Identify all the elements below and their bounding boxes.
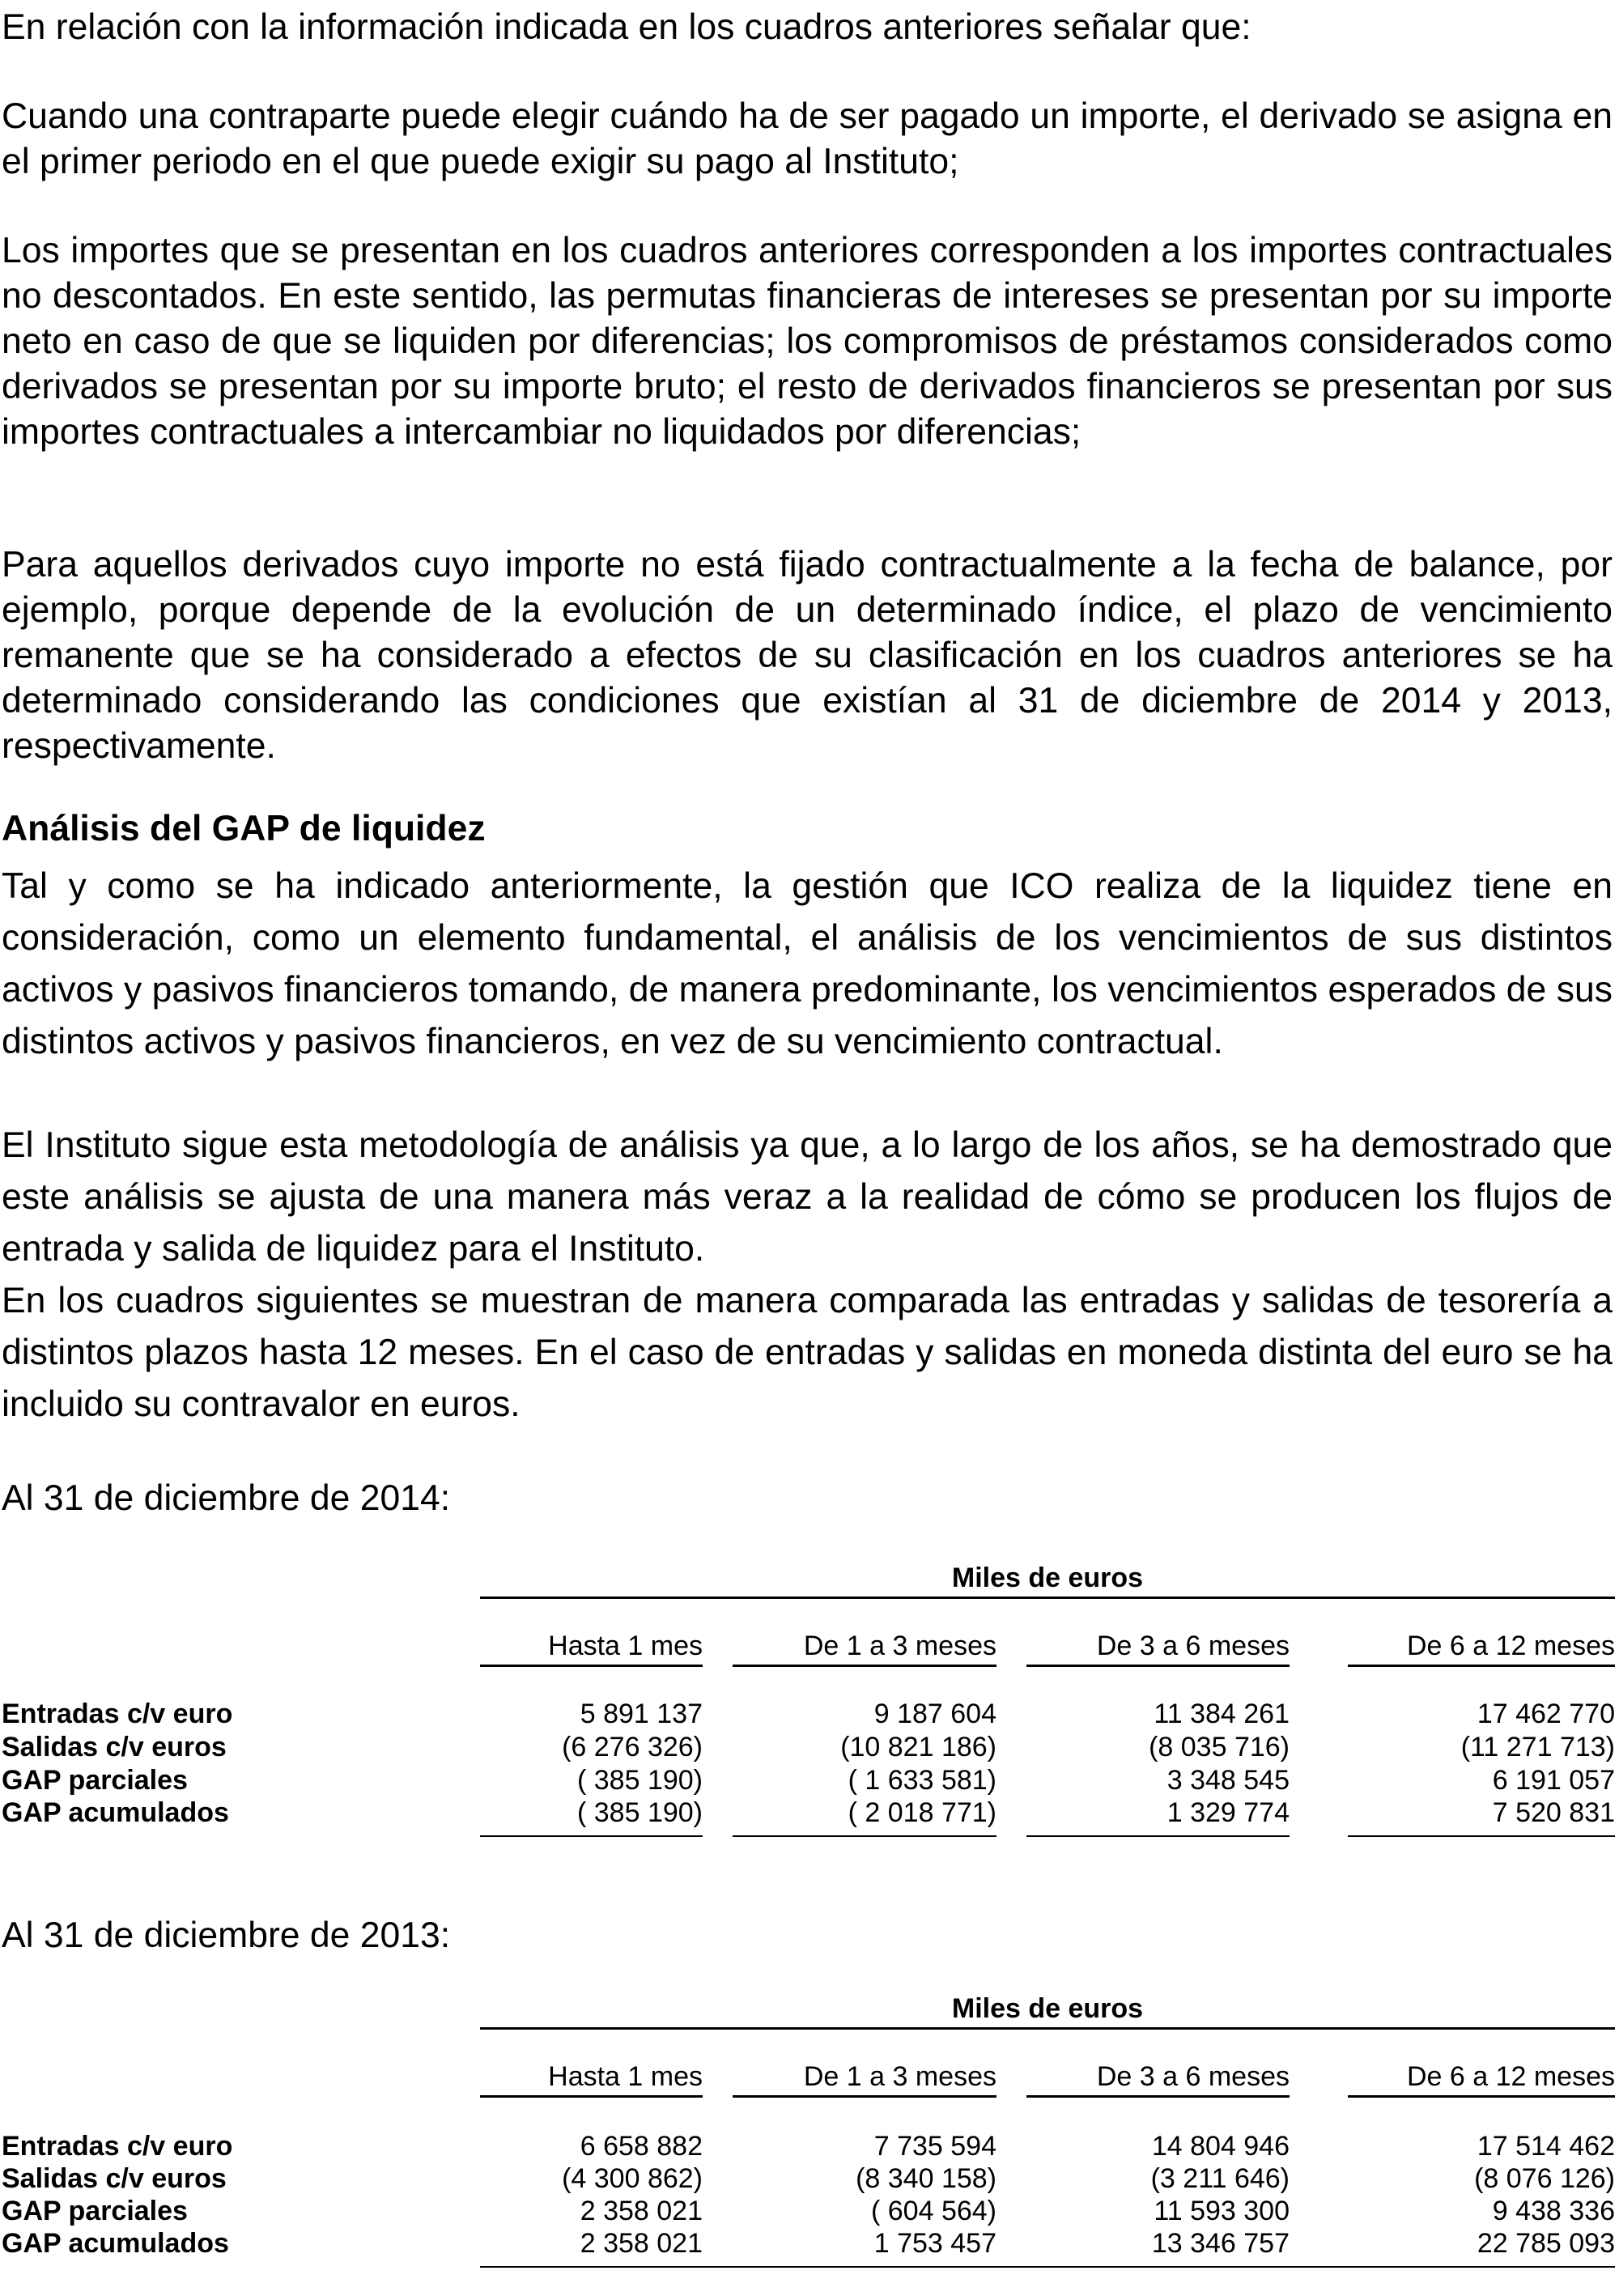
row-label: GAP acumulados	[2, 2228, 229, 2259]
column-header: De 3 a 6 meses	[1026, 2061, 1290, 2098]
table-cell: 1 329 774	[1166, 1797, 1290, 1828]
table-cell: 13 346 757	[1151, 2228, 1290, 2259]
table-cell: 9 438 336	[1492, 2196, 1615, 2226]
row-label: GAP parciales	[2, 1765, 188, 1796]
table-cell: (8 076 126)	[1474, 2163, 1615, 2194]
column-header: De 1 a 3 meses	[733, 1631, 996, 1667]
paragraph-tables-intro: En los cuadros siguientes se muestran de manera comparada las entradas y salidas de tesorería a distintos plazos hasta 12 meses. En el caso de entradas y salidas en moneda distinta del euro se ha incluido su contravalor en euros.	[2, 1281, 1613, 1424]
table-cell: ( 1 633 581)	[848, 1765, 996, 1796]
row-label: GAP parciales	[2, 2196, 188, 2226]
unit-header: Miles de euros	[480, 1993, 1615, 2030]
table-cell: (3 211 646)	[1150, 2163, 1290, 2194]
paragraph-liquidity-management: Tal y como se ha indicado anteriormente, la gestión que ICO realiza de la liquidez tiene en consideración, como un elemento fundamental, el análisis de los vencimientos de sus distintos activos y pasivos financieros tomando, de manera predominante, los vencimientos esperados de sus distintos activos y pasivos financieros, en vez de su vencimiento contractual.	[2, 866, 1613, 1061]
row-label: Entradas c/v euro	[2, 2131, 233, 2162]
row-label: Salidas c/v euros	[2, 2163, 227, 2194]
table-cell: (6 276 326)	[562, 1732, 703, 1762]
column-header: De 6 a 12 meses	[1348, 2061, 1615, 2098]
row-label: GAP acumulados	[2, 1797, 229, 1828]
table-cell: ( 385 190)	[577, 1797, 703, 1828]
intro-paragraph: En relación con la información indicada en los cuadros anteriores señalar que:	[2, 7, 1251, 47]
paragraph-methodology: El Instituto sigue esta metodología de análisis ya que, a lo largo de los años, se ha demostrado que este análisis se ajusta de una manera más veraz a la realidad de cómo se producen los flujos de entrada y salida de liquidez para el Instituto.	[2, 1125, 1613, 1269]
paragraph-counterparty: Cuando una contraparte puede elegir cuándo ha de ser pagado un importe, el derivado se asigna en el primer periodo en el que puede exigir su pago al Instituto;	[2, 96, 1613, 181]
table-cell: (8 035 716)	[1149, 1732, 1290, 1762]
unit-header: Miles de euros	[480, 1563, 1615, 1599]
table-cell: 1 753 457	[873, 2228, 996, 2259]
table-cell: 22 785 093	[1477, 2228, 1615, 2259]
column-header: De 1 a 3 meses	[733, 2061, 996, 2098]
table-cell: 3 348 545	[1166, 1765, 1290, 1796]
table-cell: 11 384 261	[1154, 1699, 1290, 1729]
table-cell: ( 385 190)	[577, 1765, 703, 1796]
table-cell: 2 358 021	[580, 2196, 703, 2226]
table-2013-date: Al 31 de diciembre de 2013:	[2, 1915, 451, 1955]
row-label: Entradas c/v euro	[2, 1699, 233, 1729]
table-cell: 2 358 021	[580, 2228, 703, 2259]
table-cell: 5 891 137	[580, 1699, 703, 1729]
total-underline	[1026, 1835, 1290, 1837]
total-underline	[480, 1835, 703, 1837]
table-cell: (10 821 186)	[840, 1732, 996, 1762]
column-header: Hasta 1 mes	[480, 2061, 703, 2098]
table-cell: 9 187 604	[873, 1699, 996, 1729]
paragraph-derivatives: Para aquellos derivados cuyo importe no está fijado contractualmente a la fecha de balance, por ejemplo, porque depende de la evolución de un determinado índice, el plazo de vencimiento remanente que se ha considerado a efectos de su clasificación en los cuadros anteriores se ha determinado considerando las condiciones que existían al 31 de diciembre de 2014 y 2013, respectivamente.	[2, 545, 1613, 766]
total-underline	[1348, 1835, 1615, 1837]
section-heading: Análisis del GAP de liquidez	[2, 809, 486, 848]
table-cell: (8 340 158)	[856, 2163, 996, 2194]
table-cell: 17 514 462	[1477, 2131, 1615, 2162]
total-underline	[480, 2266, 1615, 2268]
table-cell: ( 604 564)	[871, 2196, 996, 2226]
table-cell: 6 191 057	[1492, 1765, 1615, 1796]
table-cell: 7 735 594	[873, 2131, 996, 2162]
table-cell: 14 804 946	[1151, 2131, 1290, 2162]
column-header: De 6 a 12 meses	[1348, 1631, 1615, 1667]
total-underline	[733, 1835, 996, 1837]
table-cell: 11 593 300	[1154, 2196, 1290, 2226]
table-cell: ( 2 018 771)	[848, 1797, 996, 1828]
table-cell: 7 520 831	[1492, 1797, 1615, 1828]
paragraph-amounts: Los importes que se presentan en los cuadros anteriores corresponden a los importes contractuales no descontados. En este sentido, las permutas financieras de intereses se presentan por su importe neto en caso de que se liquiden por diferencias; los compromisos de préstamos considerados como derivados se presentan por su importe bruto; el resto de derivados financieros se presentan por sus importes contractuales a intercambiar no liquidados por diferencias;	[2, 231, 1613, 452]
table-cell: (4 300 862)	[562, 2163, 703, 2194]
row-label: Salidas c/v euros	[2, 1732, 227, 1762]
table-2014-date: Al 31 de diciembre de 2014:	[2, 1478, 451, 1518]
column-header: De 3 a 6 meses	[1026, 1631, 1290, 1667]
table-cell: (11 271 713)	[1460, 1732, 1615, 1762]
column-header: Hasta 1 mes	[480, 1631, 703, 1667]
table-cell: 6 658 882	[580, 2131, 703, 2162]
table-cell: 17 462 770	[1477, 1699, 1615, 1729]
